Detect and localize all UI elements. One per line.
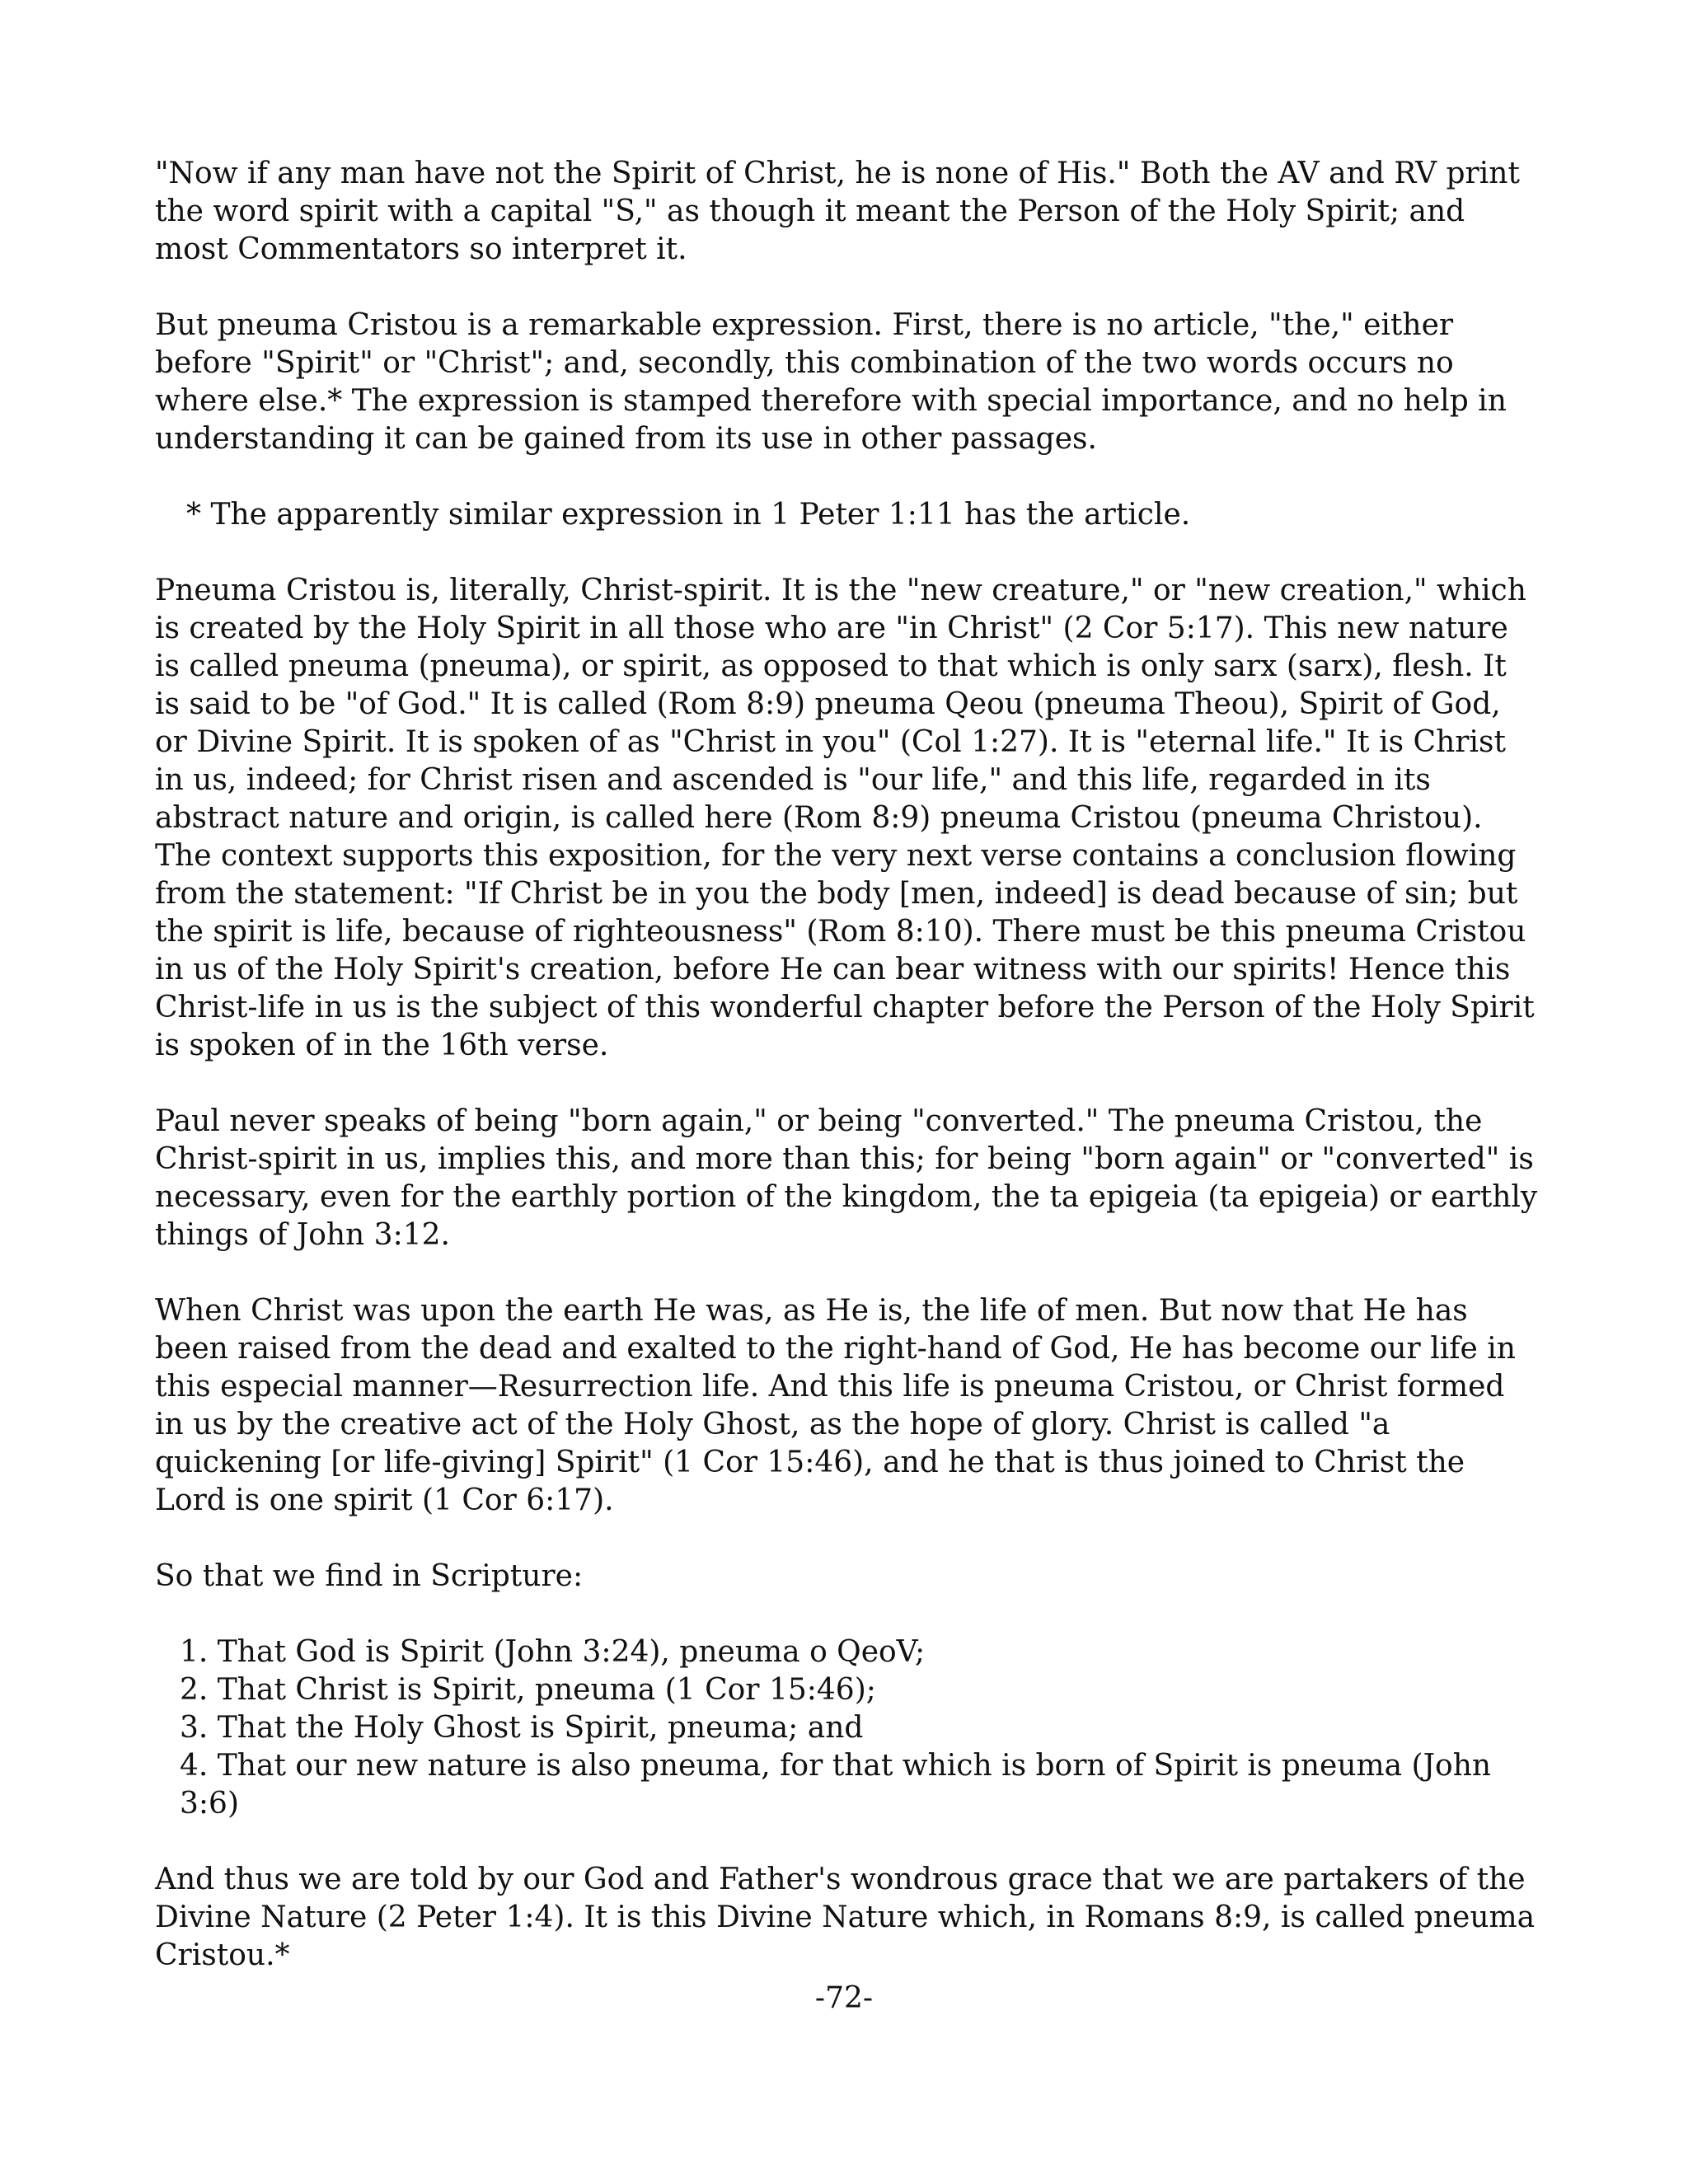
list-item: 3. That the Holy Ghost is Spirit, pneuma; and — [180, 1711, 864, 1745]
scripture-list — [155, 1633, 1540, 1823]
paragraph-christ-spirit: Pneuma Cristou is, literally, Christ-spirit. It is the "new creature," or "new creation," which is created by the Holy Spirit in all those who are "in Christ" (2 Cor 5:17). This new nature is called pneuma (pneuma), or spirit, as opposed to that which is only sarx (sarx), flesh. It is said to be "of God." It is called (Rom 8:9) pneuma Qeou (pneuma Theou), Spirit of God, or Divine Spirit. It is spoken of as "Christ in you" (Col 1:27). It is "eternal life." It is Christ in us, indeed; for Christ risen and ascended is "our life," and this life, regarded in its abstract nature and origin, is called here (Rom 8:9) pneuma Cristou (pneuma Christou). The context supports this exposition, for the very next verse contains a conclusion flowing from the statement: "If Christ be in you the body [men, indeed] is dead because of sin; but the spirit is life, because of righteousness" (Rom 8:10). There must be this pneuma Cristou in us of the Holy Spirit's creation, before He can bear witness with our spirits! Hence this Christ-life in us is the subject of this wonderful chapter before the Person of the Holy Spirit is spoken of in the 16th verse. — [155, 574, 1535, 1062]
paragraph-scripture-intro: So that we find in Scripture: — [155, 1559, 584, 1593]
footnote-1-peter: * The apparently similar expression in 1 Peter 1:11 has the article. — [186, 498, 1191, 532]
paragraph-divine-nature: And thus we are told by our God and Father's wondrous grace that we are partakers of the Divine Nature (2 Peter 1:4). It is this Divine Nature which, in Romans 8:9, is called pneuma Cristou.* — [155, 1863, 1536, 1972]
paragraph-born-again: Paul never speaks of being "born again," or being "converted." The pneuma Cristou, the Christ-spirit in us, implies this, and more than this; for being "born again" or "converted" is necessary, even for the earthly portion of the kingdom, the ta epigeia (ta epigeia) or earthly things of John 3:12. — [155, 1104, 1538, 1252]
document-body — [155, 155, 1540, 2013]
page-number: -72- — [814, 1981, 874, 2015]
paragraph-remarkable-expression: But pneuma Cristou is a remarkable expression. First, there is no article, "the," either before "Spirit" or "Christ"; and, secondly, this combination of the two words occurs no where else.* The expression is stamped therefore with special importance, and no help in understanding it can be gained from its use in other passages. — [155, 308, 1507, 456]
list-item: 2. That Christ is Spirit, pneuma (1 Cor 15:46); — [180, 1673, 876, 1707]
list-item: 1. That God is Spirit (John 3:24), pneuma o QeoV; — [180, 1635, 926, 1669]
paragraph-spirit-of-christ: "Now if any man have not the Spirit of Christ, he is none of His." Both the AV and RV print the word spirit with a capital "S," as though it meant the Person of the Holy Spirit; and most Commentators so interpret it. — [155, 157, 1520, 266]
paragraph-resurrection-life: When Christ was upon the earth He was, as He is, the life of men. But now that He has been raised from the dead and exalted to the right-hand of God, He has become our life in this especial manner—Resurrection life. And this life is pneuma Cristou, or Christ formed in us by the creative act of the Holy Ghost, as the hope of glory. Christ is called "a quickening [or life-giving] Spirit" (1 Cor 15:46), and he that is thus joined to Christ the Lord is one spirit (1 Cor 6:17). — [155, 1294, 1516, 1517]
list-item: 4. That our new nature is also pneuma, for that which is born of Spirit is pneuma (John 3:6) — [180, 1749, 1492, 1821]
